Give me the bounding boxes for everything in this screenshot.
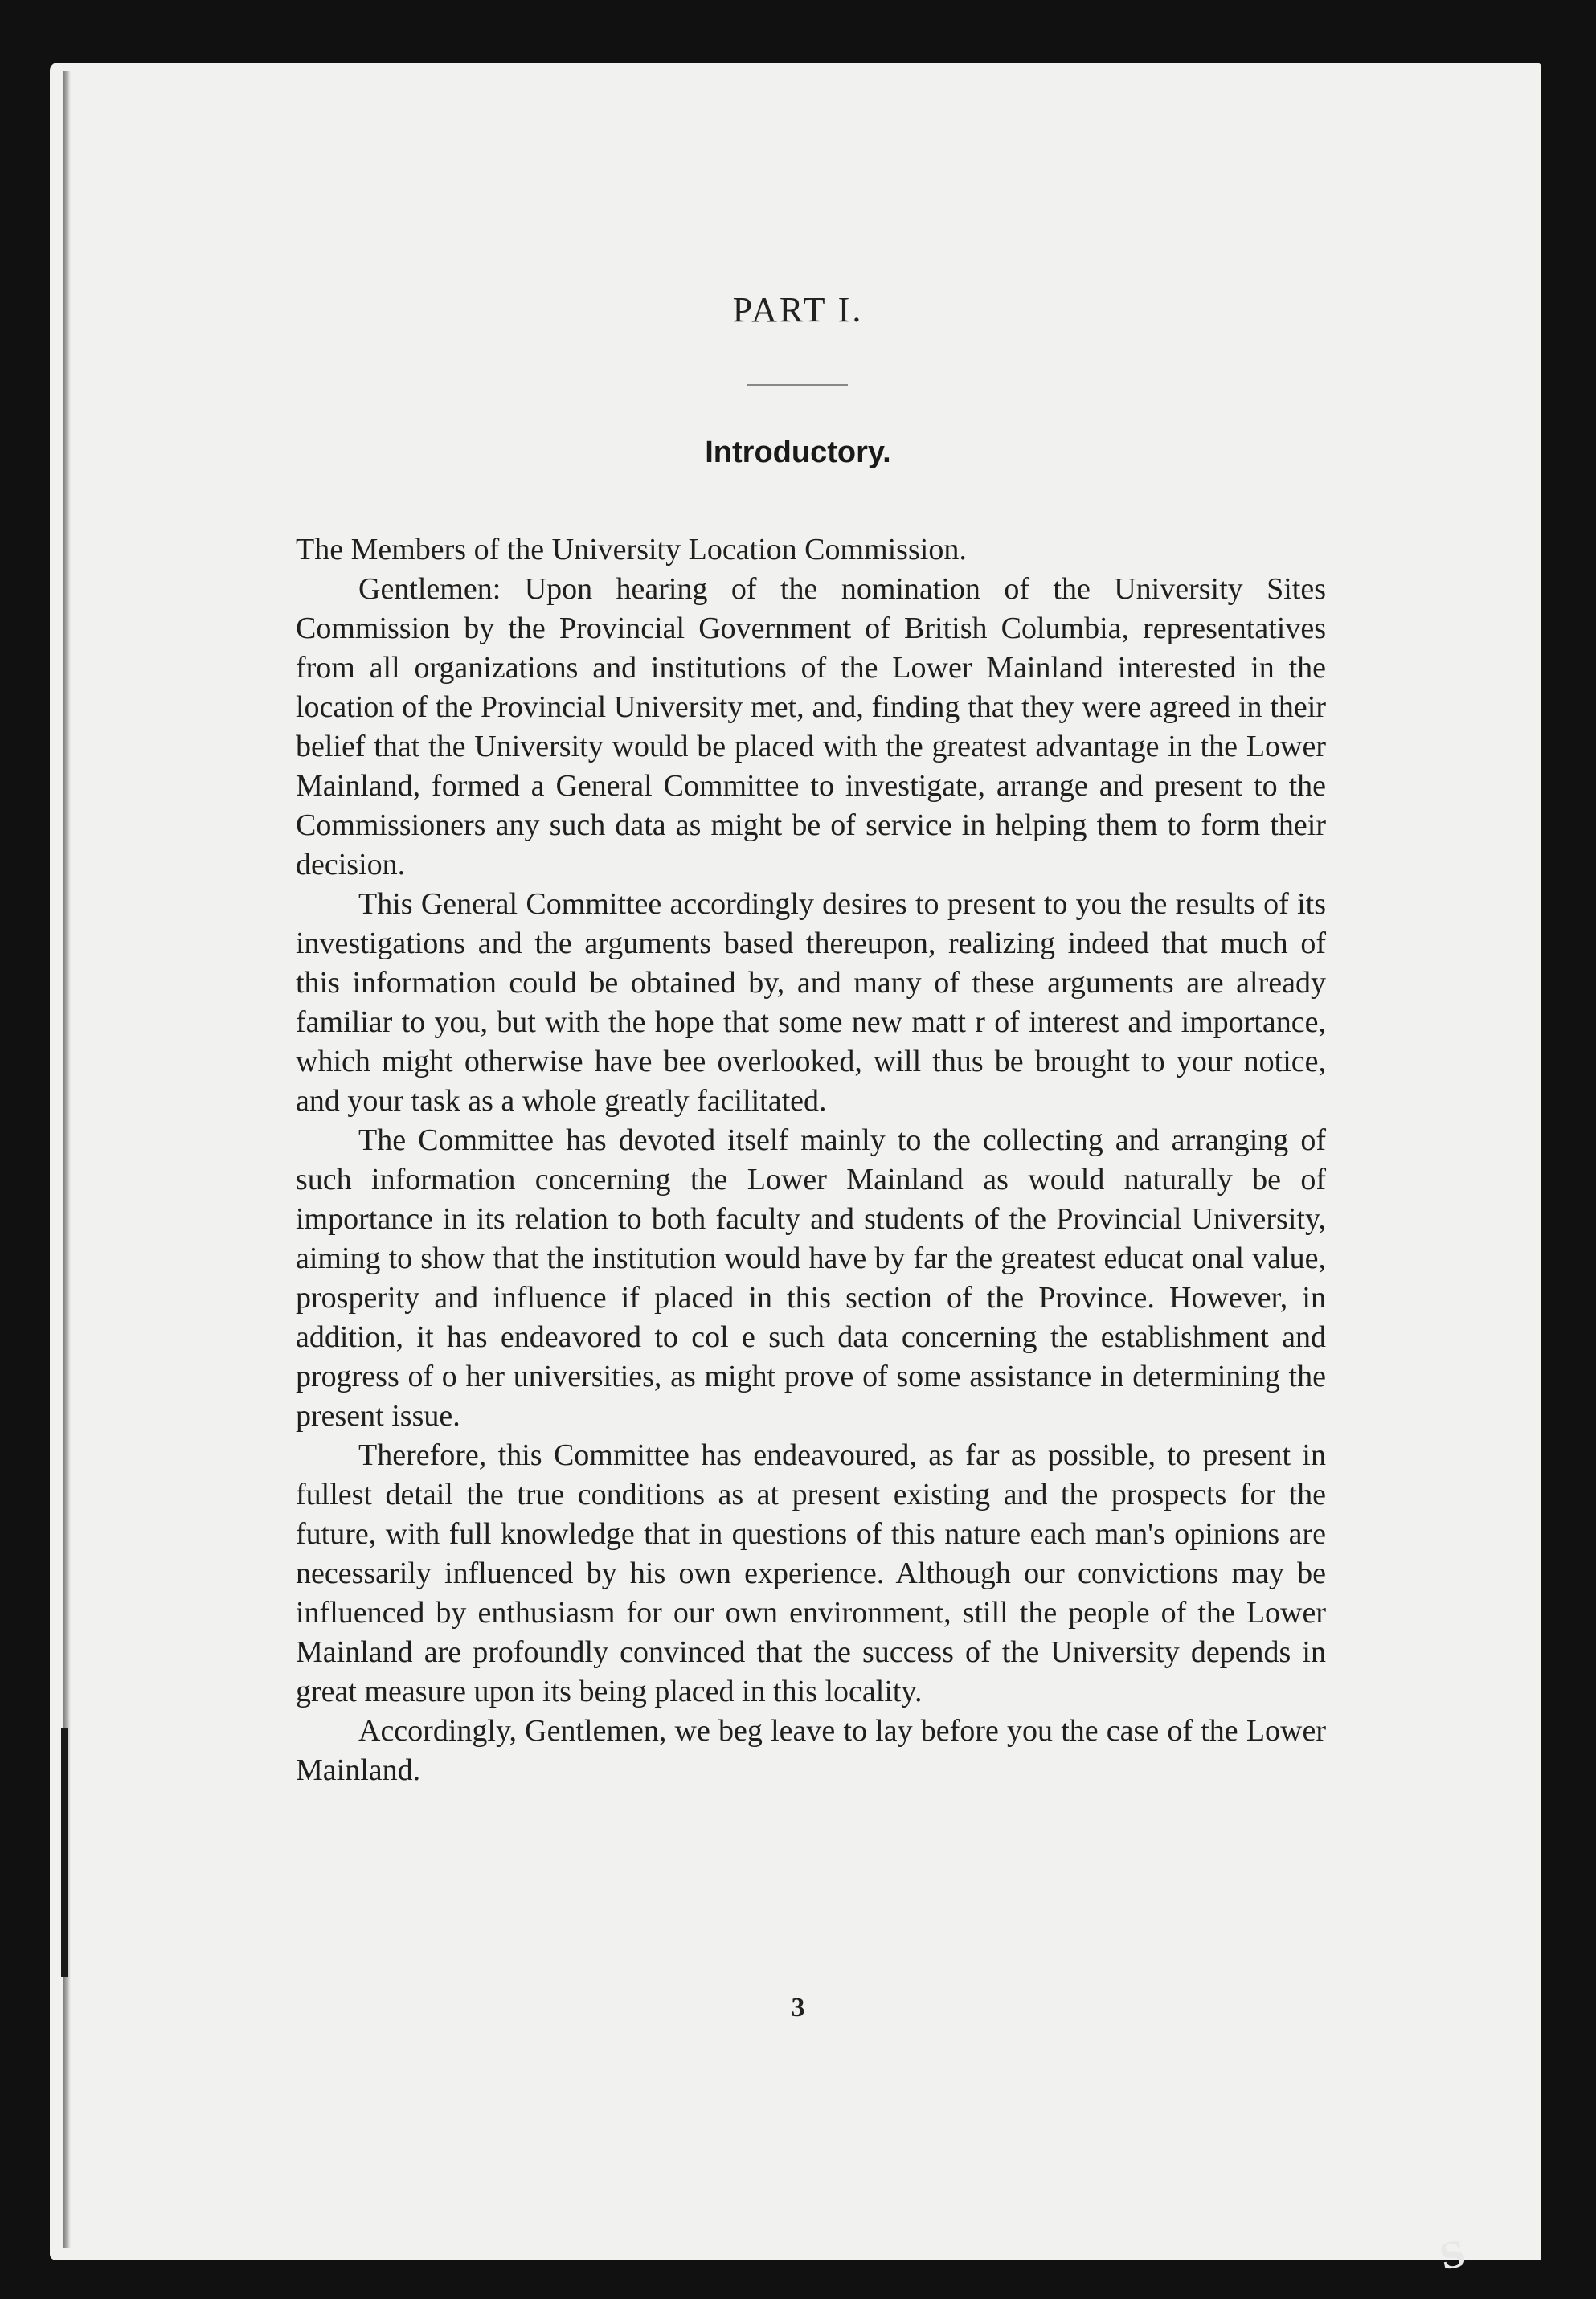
paragraph-3: The Committee has devoted itself mainly to the collecting and arranging of such information concerning the Lower Mainland as would naturally be of importance in its relation to both faculty and students of the Provincial University, aiming to show that the institution would have by far the greatest educat onal value, prosperity and influence if placed in this section of the Province. However, in addition, it has endeavored to col e such data concerning the establishment and progress of o her universities, as might prove of some assistance in determining the present issue.: [296, 1123, 1326, 1433]
body-text: [296, 530, 1326, 1790]
section-title: Introductory.: [705, 436, 891, 469]
corner-mark: S: [1436, 2233, 1470, 2279]
paragraph-5: Accordingly, Gentlemen, we beg leave to lay before you the case of the Lower Mainland.: [296, 1714, 1326, 1787]
heading-divider: [747, 384, 848, 386]
paragraph-2: This General Committee accordingly desires to present to you the results of its investigations and the arguments based thereupon, realizing indeed that much of this information could be obtained by, and many of these arguments are already familiar to you, but with the hope that some new matt r of interest and importance, which might otherwise have bee overlooked, will thus be brought to your notice, and your task as a whole greatly facilitated.: [296, 887, 1326, 1118]
page-number: 3: [791, 1993, 805, 2023]
binding-shadow-mark: [61, 1728, 68, 1977]
paragraph-1: Gentlemen: Upon hearing of the nomination of the University Sites Commission by the Provincial Government of British Columbia, representatives from all organizations and institutions of the Lower Mainland interested in the location of the Provincial University met, and, finding that they were agreed in their belief that the University would be placed with the greatest advantage in the Lower Mainland, formed a General Committee to investigate, arrange and present to the Commissioners any such data as might be of service in helping them to form their decision.: [296, 572, 1326, 882]
part-heading: PART I.: [732, 290, 864, 329]
paragraph-4: Therefore, this Committee has endeavoured, as far as possible, to present in fullest detail the true conditions as at present existing and the prospects for the future, with full knowledge that in questions of this nature each man's opinions are necessarily influenced by his own experience. Although our convictions may be influenced by enthusiasm for our own environment, still the people of the Lower Mainland are profoundly convinced that the success of the University depends in great measure upon its being placed in this locality.: [296, 1438, 1326, 1708]
salutation: The Members of the University Location Commission.: [296, 533, 967, 567]
